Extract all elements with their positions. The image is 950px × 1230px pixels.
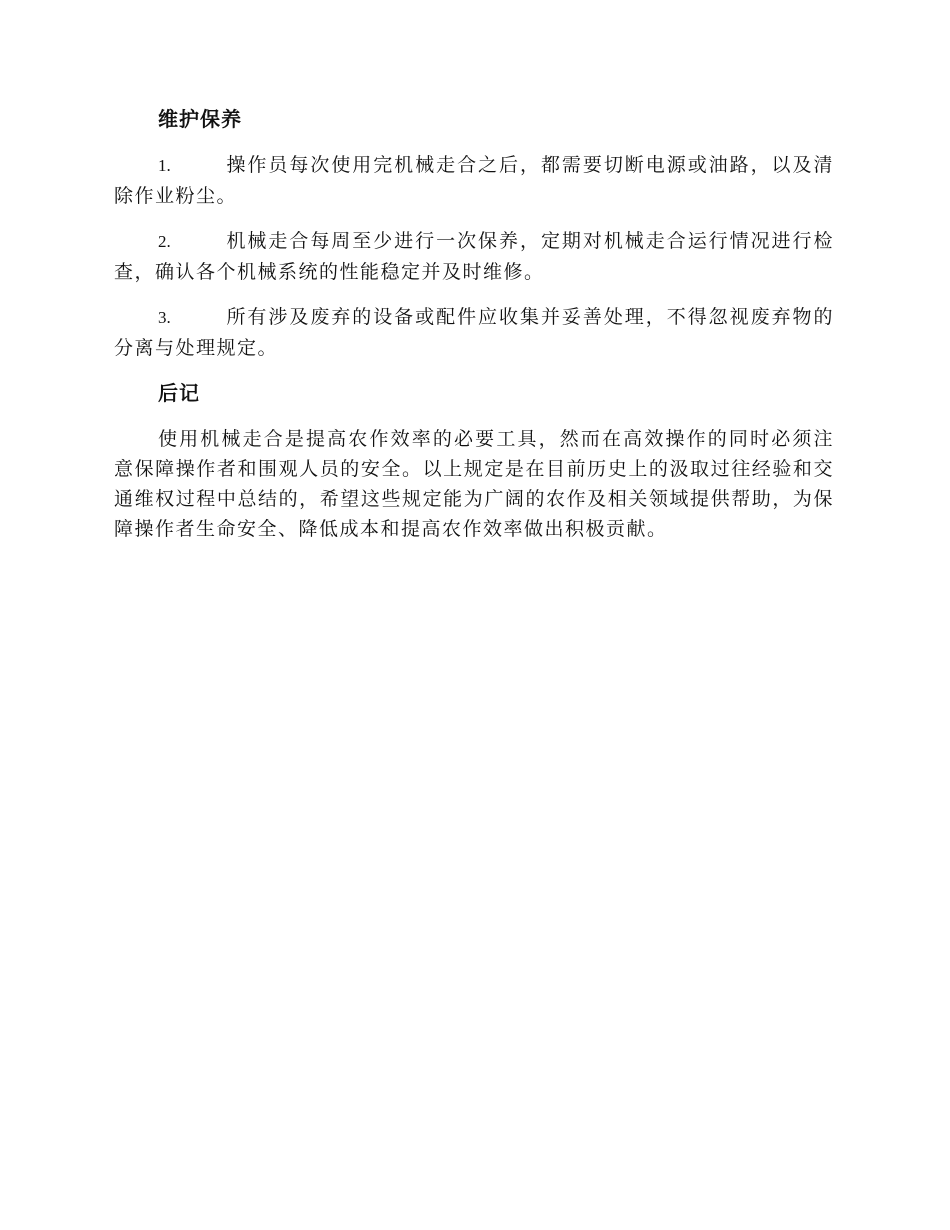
list-item-number: 1. bbox=[158, 156, 171, 175]
list-item-text: 操作员每次使用完机械走合之后，都需要切断电源或油路，以及清除作业粉尘。 bbox=[114, 154, 834, 207]
list-item bbox=[114, 226, 834, 287]
section-heading-maintenance: 维护保养 bbox=[158, 107, 242, 131]
list-item-text: 机械走合每周至少进行一次保养，定期对机械走合运行情况进行检查，确认各个机械系统的性能稳定并及时维修。 bbox=[114, 230, 834, 283]
list-item-number: 3. bbox=[158, 308, 171, 327]
document-page bbox=[114, 104, 834, 544]
list-item bbox=[114, 150, 834, 211]
list-item-number: 2. bbox=[158, 232, 171, 251]
afterword-paragraph: 使用机械走合是提高农作效率的必要工具，然而在高效操作的同时必须注意保障操作者和围观人员的安全。以上规定是在目前历史上的汲取过往经验和交通维权过程中总结的，希望这些规定能为广阔的农作及相关领域提供帮助，为保障操作者生命安全、降低成本和提高农作效率做出积极贡献。 bbox=[114, 428, 834, 540]
list-item bbox=[114, 302, 834, 363]
section-heading-afterword: 后记 bbox=[158, 381, 200, 405]
list-item-text: 所有涉及废弃的设备或配件应收集并妥善处理，不得忽视废弃物的分离与处理规定。 bbox=[114, 306, 834, 359]
